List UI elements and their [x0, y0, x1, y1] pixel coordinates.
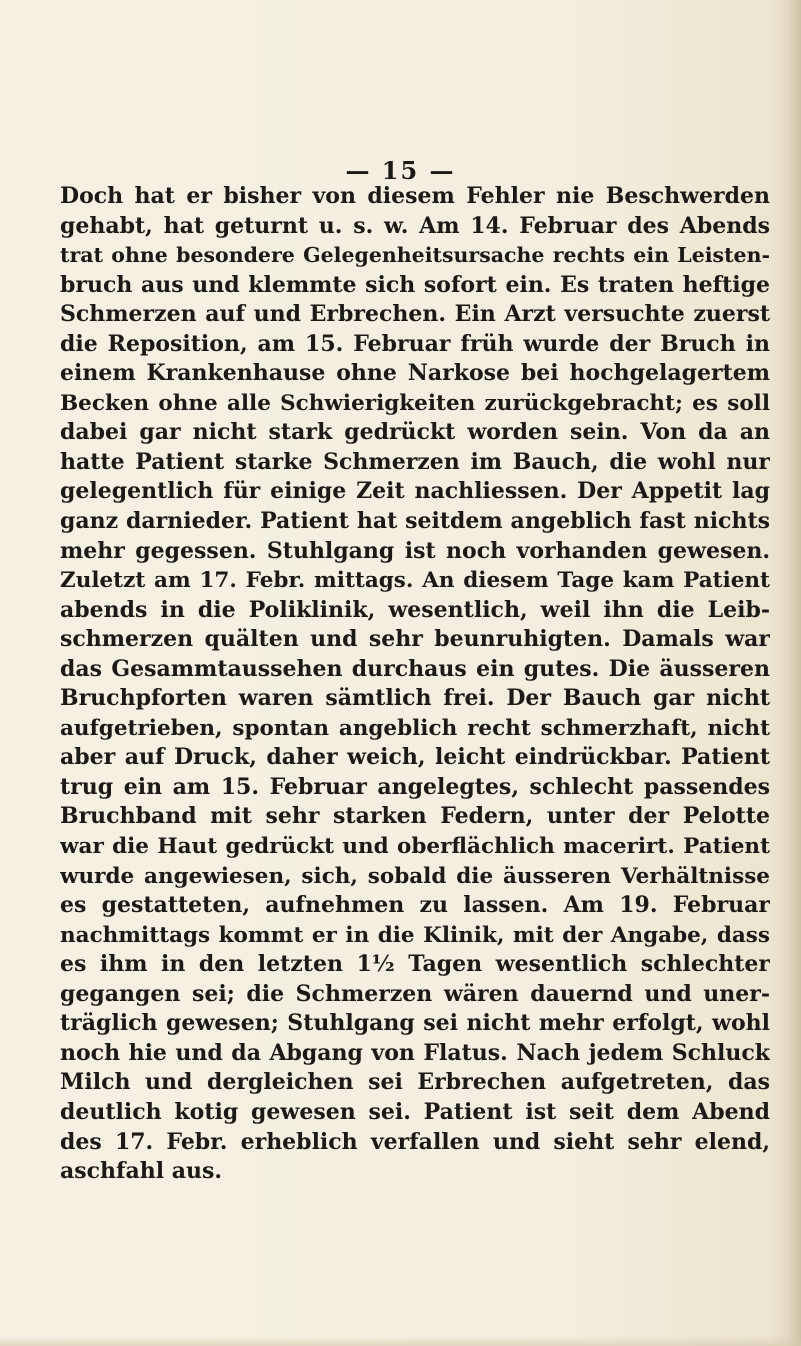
text-line: ganz darnieder. Patient hat seitdem angeblich fast nichts	[60, 508, 770, 535]
text-line: aufgetrieben, spontan angeblich recht schmerzhaft, nicht	[60, 715, 770, 741]
text-line: es ihm in den letzten 1½ Tagen wesentlich schlechter	[60, 951, 770, 978]
text-line: gelegentlich für einige Zeit nachliessen. Der Appetit lag	[60, 478, 770, 505]
text-line: hatte Patient starke Schmerzen im Bauch, die wohl nur	[60, 448, 770, 475]
text-line: deutlich kotig gewesen sei. Patient ist seit dem Abend	[60, 1098, 770, 1125]
text-line: nachmittags kommt er in die Klinik, mit der Angabe, dass	[60, 922, 770, 948]
text-line: Schmerzen auf und Erbrechen. Ein Arzt versuchte zuerst	[60, 301, 770, 328]
text-line: Bruchband mit sehr starken Federn, unter der Pelotte	[60, 803, 770, 830]
text-line: Milch und dergleichen sei Erbrechen aufgetreten, das	[60, 1069, 770, 1096]
text-line: Doch hat er bisher von diesem Fehler nie Beschwerden	[60, 183, 770, 209]
text-line: trug ein am 15. Februar angelegtes, schlecht passendes	[60, 773, 770, 800]
text-line: gehabt, hat geturnt u. s. w. Am 14. Februar des Abends	[60, 212, 770, 239]
text-line: des 17. Febr. erheblich verfallen und sieht sehr elend,	[60, 1128, 770, 1155]
text-line: es gestatteten, aufnehmen zu lassen. Am 19. Februar	[60, 892, 770, 919]
text-line: Zuletzt am 17. Febr. mittags. An diesem Tage kam Patient	[60, 568, 770, 594]
text-line: Becken ohne alle Schwierigkeiten zurückgebracht; es soll	[60, 390, 770, 416]
page-number: — 15 —	[345, 156, 456, 185]
body-text	[60, 182, 770, 1187]
text-line: einem Krankenhause ohne Narkose bei hochgelagertem	[60, 360, 770, 387]
text-line: die Reposition, am 15. Februar früh wurde der Bruch in	[60, 330, 770, 357]
text-line: bruch aus und klemmte sich sofort ein. Es traten heftige	[60, 271, 770, 298]
text-line: träglich gewesen; Stuhlgang sei nicht mehr erfolgt, wohl	[60, 1010, 770, 1037]
page-edge-shadow	[787, 0, 801, 1346]
text-line: schmerzen quälten und sehr beunruhigten. Damals war	[60, 626, 770, 653]
text-line: noch hie und da Abgang von Flatus. Nach jedem Schluck	[60, 1039, 770, 1066]
text-line: abends in die Poliklinik, wesentlich, weil ihn die Leib-	[60, 596, 770, 623]
text-line: Bruchpforten waren sämtlich frei. Der Bauch gar nicht	[60, 685, 770, 712]
text-line: das Gesammtaussehen durchaus ein gutes. Die äusseren	[60, 655, 770, 682]
text-line: gegangen sei; die Schmerzen wären dauernd und uner-	[60, 980, 770, 1007]
text-line: trat ohne besondere Gelegenheitsursache rechts ein Leisten-	[60, 243, 770, 268]
text-line: aschfahl aus.	[60, 1158, 223, 1185]
text-line: dabei gar nicht stark gedrückt worden sein. Von da an	[60, 419, 770, 446]
text-line: mehr gegessen. Stuhlgang ist noch vorhanden gewesen.	[60, 537, 770, 564]
text-line: aber auf Druck, daher weich, leicht eindrückbar. Patient	[60, 744, 770, 771]
text-line: war die Haut gedrückt und oberflächlich macerirt. Patient	[60, 834, 770, 860]
page-bottom-edge	[0, 1336, 801, 1346]
text-line: wurde angewiesen, sich, sobald die äusseren Verhältnisse	[60, 863, 770, 889]
